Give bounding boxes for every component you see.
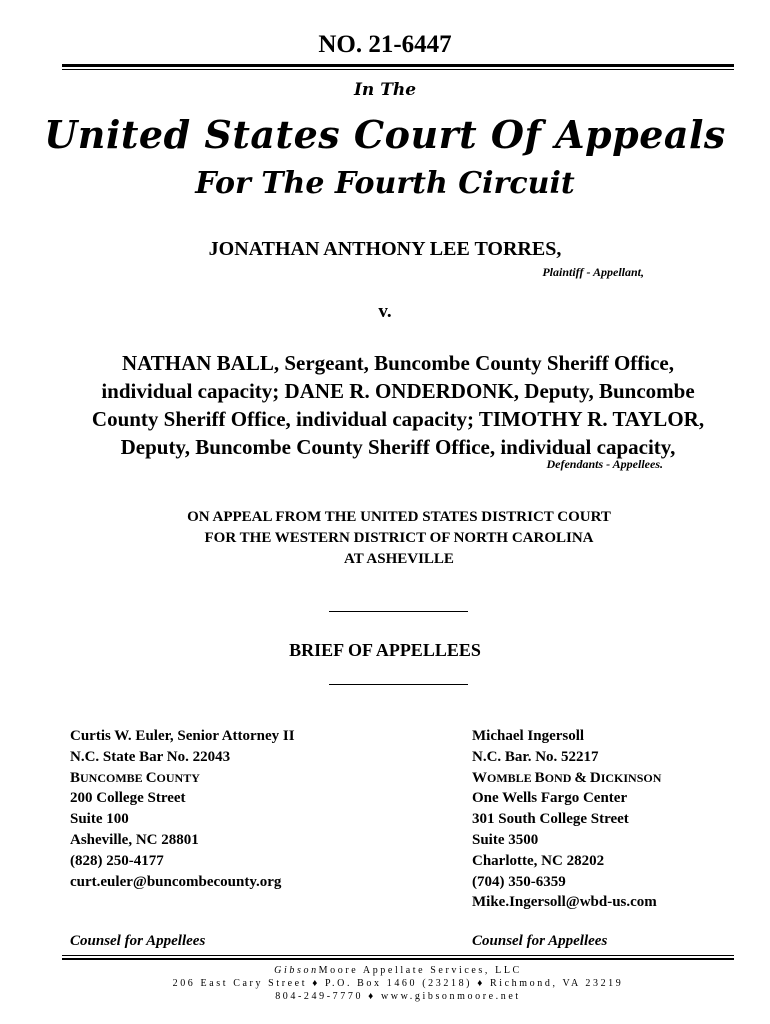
appellant-name: JONATHAN ANTHONY LEE TORRES, [208,238,562,260]
appeal-line: FOR THE WESTERN DISTRICT OF NORTH CAROLINA [204,530,594,546]
counsel-right-label: Counsel for Appellees [472,933,608,949]
defendants-line: individual capacity; DANE R. ONDERDONK, Deputy, Buncombe [101,379,695,403]
counsel-phone: (828) 250-4177 [70,852,164,869]
versus: v. [378,301,392,322]
counsel-name: Michael Ingersoll [472,728,585,744]
defendants-line: NATHAN BALL, Sergeant, Buncombe County Sheriff Office, [121,351,674,375]
counsel-bar: N.C. State Bar No. 22043 [70,748,231,765]
appeal-line: ON APPEAL FROM THE UNITED STATES DISTRICT COURT [187,509,611,525]
court-name: United States Court Of Appeals [44,112,726,157]
counsel-city: Asheville, NC 28801 [70,831,199,848]
counsel-suite: Suite 3500 [472,831,539,848]
case-number: NO. 21-6447 [318,31,452,58]
counsel-left-label: Counsel for Appellees [70,933,206,949]
counsel-suite: Suite 100 [70,811,129,828]
counsel-org: BUNCOMBE COUNTY [70,769,200,786]
counsel-phone: (704) 350-6359 [472,873,566,890]
defendants-role: Defendants - Appellees. [546,457,663,471]
counsel-street: 301 South College Street [472,811,629,828]
header-rule-thick [62,64,734,67]
counsel-email: curt.euler@buncombecounty.org [70,873,282,890]
counsel-left-block [70,726,295,892]
counsel-email: Mike.Ingersoll@wbd-us.com [472,894,657,911]
appeal-line: AT ASHEVILLE [344,551,454,567]
in-the-line: In The [353,80,417,100]
defendants-line: Deputy, Buncombe County Sheriff Office, individual capacity, [120,435,676,459]
brief-title: BRIEF OF APPELLEES [289,640,481,660]
defendants-line: County Sheriff Office, individual capacity; TIMOTHY R. TAYLOR, [91,407,705,431]
appeal-from-block [0,507,770,570]
footer-rule-thin [62,955,734,956]
defendants-block [40,349,756,461]
brief-rule-bottom [329,684,468,685]
counsel-org: WOMBLE BOND & DICKINSON [472,769,662,786]
counsel-right-block [472,726,661,913]
appellant-role: Plaintiff - Appellant, [542,265,644,279]
footer-brand-italic: Gibson [274,965,319,976]
footer-address: 206 East Cary Street ♦ P.O. Box 1460 (23218) ♦ Richmond, VA 23219 [172,978,624,989]
counsel-building: One Wells Fargo Center [472,790,628,807]
counsel-name: Curtis W. Euler, Senior Attorney II [70,728,295,744]
counsel-bar: N.C. Bar. No. 52217 [472,748,599,765]
footer-brand [0,965,770,976]
footer-brand-rest: Moore Appellate Services, LLC [318,965,522,976]
footer-contact: 804-249-7770 ♦ www.gibsonmoore.net [275,991,521,1002]
footer-rule-thick [62,958,734,960]
circuit-name: For The Fourth Circuit [195,166,575,201]
brief-rule-top [329,611,468,612]
counsel-street: 200 College Street [70,790,186,807]
header-rule-thin [62,69,734,70]
counsel-city: Charlotte, NC 28202 [472,852,605,869]
